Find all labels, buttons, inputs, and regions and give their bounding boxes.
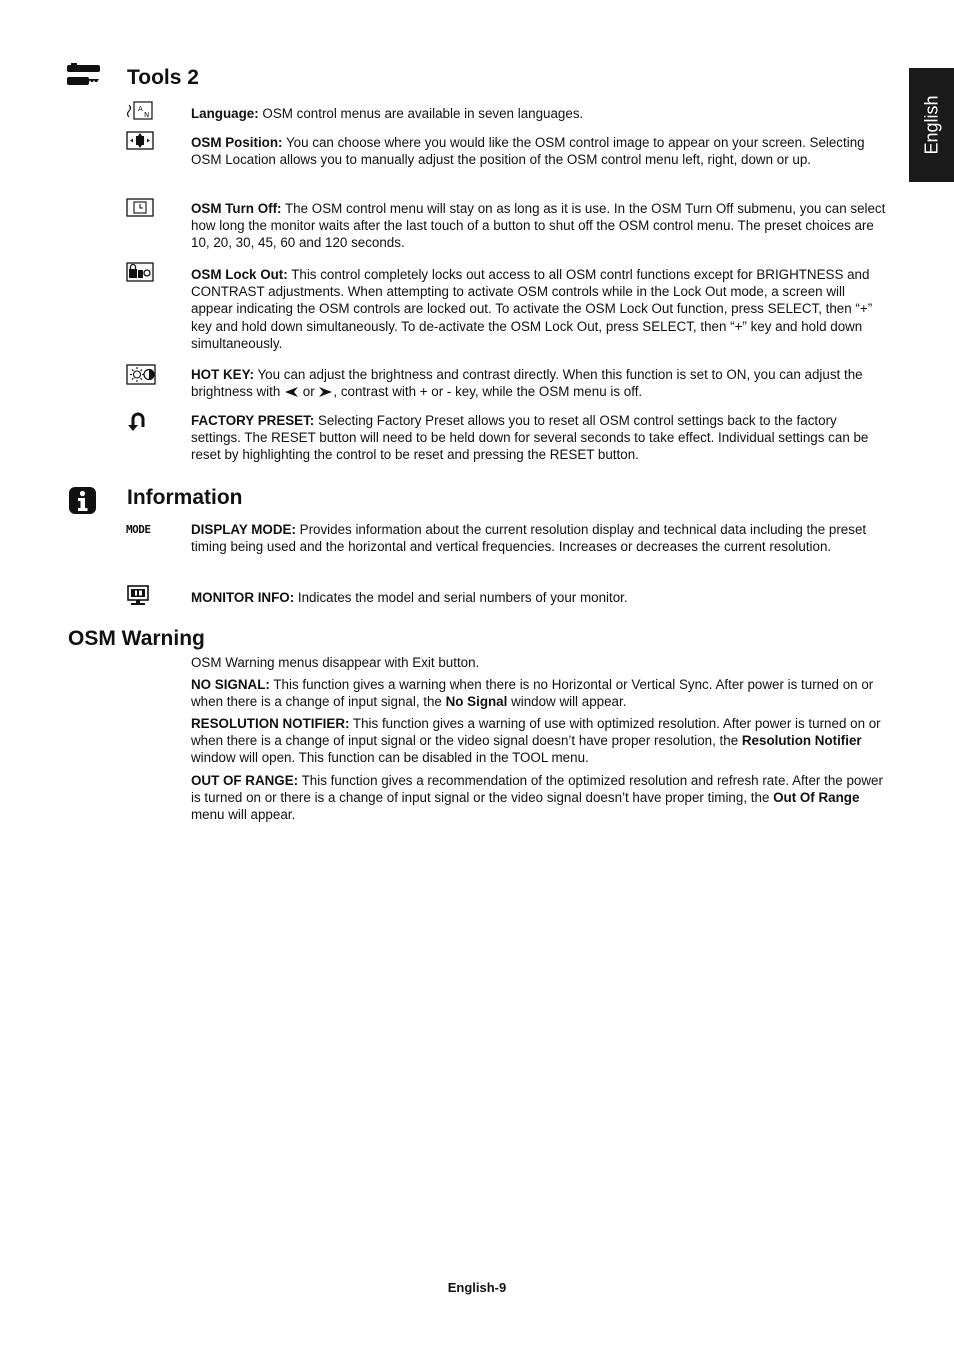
out-of-range-label: OUT OF RANGE: [191, 773, 299, 788]
factory-preset-text: Selecting Factory Preset allows you to reset all OSM control settings back to the factory settings. The RESET button will need to be held down for several seconds to take effect. Individual settings can be reset by highlighting the control to be reset and pressing the RESET button. [191, 413, 869, 463]
display-mode-text: Provides information about the current resolution display and technical data including the preset timing being used and the horizontal and vertical frequencies. Increases or decreases the current resolution. [191, 522, 867, 555]
resolution-notifier-text-1: This function gives a warning of use with optimized resolution. After power is turned on or when there is a change of input signal or the video signal doesn’t have proper resolution, the [191, 716, 881, 749]
factory-preset-label: FACTORY PRESET: [191, 413, 315, 428]
osm-lock-icon [126, 262, 154, 282]
resolution-notifier-text-2: window will open. This function can be disabled in the TOOL menu. [191, 750, 589, 766]
side-tab-label: English [921, 95, 941, 155]
display-mode-icon: MODE [126, 523, 151, 536]
language-text: OSM control menus are available in seven languages. [258, 106, 584, 121]
language-icon [126, 101, 153, 121]
osm-turn-off-description [191, 200, 887, 252]
osm-position-text: You can choose where you would like the OSM control image to appear on your screen. Selecting OSM Location allows you to manually adjust the position of the OSM control menu left, right, down or up. [191, 135, 865, 168]
resolution-notifier-description [191, 715, 887, 767]
language-label: Language: [191, 106, 259, 121]
osm-lock-out-description [191, 266, 887, 352]
hot-key-text-1: You can adjust the brightness and contrast directly. When this function is set to ON, you can adjust the brightness with [191, 367, 863, 400]
monitor-info-text: Indicates the model and serial numbers of your monitor. [294, 590, 628, 605]
hot-key-description [191, 366, 887, 400]
no-signal-text-1: This function gives a warning when there is no Horizontal or Vertical Sync. After power is turned on or when there is a change of input signal, the [191, 677, 874, 710]
svg-text:N: N [144, 111, 150, 119]
osm-turn-off-text: The OSM control menu will stay on as long as it is use. In the OSM Turn Off submenu, you can select how long the monitor waits after the last touch of a button to shut off the OSM control menu. The preset choices are 10, 20, 30, 45, 60 and 120 seconds. [191, 201, 886, 251]
no-signal-window-name: No Signal [445, 694, 508, 710]
monitor-info-label: MONITOR INFO: [191, 590, 295, 605]
resolution-notifier-label: RESOLUTION NOTIFIER: [191, 716, 350, 731]
page-number: English-9 [447, 1280, 507, 1295]
osm-turn-off-label: OSM Turn Off: [191, 201, 282, 216]
monitor-info-icon [127, 585, 149, 607]
left-arrow-icon [284, 387, 299, 397]
osm-lock-out-text: This control completely locks out access to all OSM contrl functions except for BRIGHTNESS and CONTRAST adjustments. When attempting to activate OSM controls while in the Lock Out mode, a screen will appear indicating the OSM controls are locked out. To activate the OSM Lock Out function, press SELECT, then “+” key and hold down simultaneously. To de-activate the OSM Lock Out, press SELECT, then “+” key and hold down simultaneously. [191, 267, 873, 351]
osm-position-icon [126, 131, 154, 151]
hot-key-label: HOT KEY: [191, 367, 254, 382]
wrench-icon [67, 63, 101, 89]
monitor-info-description [191, 589, 887, 606]
hot-key-text-2: or [299, 384, 319, 400]
factory-preset-icon [127, 412, 147, 432]
language-description [191, 105, 887, 122]
hot-key-icon [126, 364, 156, 385]
osm-turn-off-icon [126, 198, 154, 218]
section-title-tools-2: Tools 2 [127, 66, 199, 89]
osm-position-description [191, 134, 887, 168]
display-mode-label: DISPLAY MODE: [191, 522, 296, 537]
hot-key-text-3: , contrast with + or - key, while the OSM menu is off. [333, 384, 643, 400]
out-of-range-description [191, 772, 887, 824]
section-title-osm-warning: OSM Warning [68, 627, 205, 650]
no-signal-description [191, 676, 887, 710]
language-side-tab [909, 68, 954, 182]
out-of-range-menu-name: Out Of Range [773, 790, 860, 806]
info-icon [68, 486, 97, 515]
osm-warning-intro: OSM Warning menus disappear with Exit button. [191, 655, 480, 670]
factory-preset-description [191, 412, 887, 464]
svg-text:A: A [138, 105, 143, 113]
no-signal-text-2: window will appear. [507, 694, 627, 710]
resolution-notifier-window-name: Resolution Notifier [741, 733, 862, 749]
out-of-range-text-2: menu will appear. [191, 807, 296, 823]
osm-lock-out-label: OSM Lock Out: [191, 267, 288, 282]
out-of-range-text-1: This function gives a recommendation of the optimized resolution and refresh rate. After the power is turned on or there is a change of input signal or the video signal doesn’t have proper timing, the [191, 773, 883, 806]
right-arrow-icon [318, 387, 333, 397]
osm-position-label: OSM Position: [191, 135, 283, 150]
display-mode-description [191, 521, 887, 555]
no-signal-label: NO SIGNAL: [191, 677, 270, 692]
section-title-information: Information [127, 486, 243, 509]
